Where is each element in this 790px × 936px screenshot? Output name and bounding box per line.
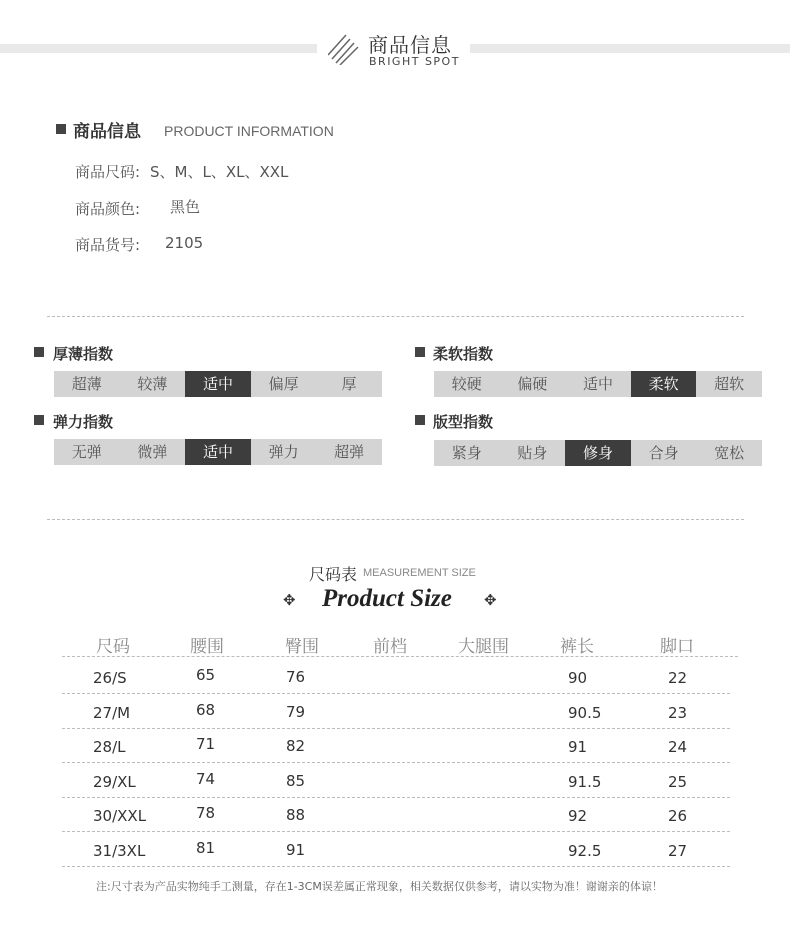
thickness-option: 偏厚 (268, 375, 299, 393)
table-cell: 92 (568, 807, 588, 825)
table-cell: 25 (668, 772, 688, 791)
thickness-option: 厚 (341, 375, 357, 393)
info-title: 商品信息 (73, 122, 141, 142)
table-cell: 74 (196, 769, 216, 788)
sku-value: 2105 (165, 234, 204, 252)
elasticity-square-icon (34, 415, 44, 425)
elasticity-option: 弹力 (268, 443, 299, 461)
table-cell: 90.5 (568, 703, 602, 722)
table-cell: 30/XXL (93, 807, 147, 825)
thickness-scale (54, 371, 382, 397)
thickness-option: 超薄 (71, 375, 102, 393)
softness-square-icon (415, 347, 425, 357)
table-cell: 91 (286, 840, 306, 859)
thickness-square-icon (34, 347, 44, 357)
table-header-line (62, 656, 738, 657)
table-cell: 23 (668, 703, 688, 722)
elasticity-option: 适中 (185, 439, 251, 465)
softness-option: 偏硬 (517, 375, 548, 393)
softness-option: 超软 (714, 375, 745, 393)
elasticity-title: 弹力指数 (53, 413, 114, 431)
header-bar-left (0, 44, 317, 53)
table-row-line (62, 693, 730, 694)
info-title-en: PRODUCT INFORMATION (164, 123, 334, 139)
table-cell: 26 (668, 807, 688, 825)
color-value: 黑色 (170, 198, 201, 216)
table-cell: 28/L (93, 738, 126, 756)
size-table-note: 注:尺寸表为产品实物纯手工测量，存在1-3CM误差属正常现象，相关数据仅供参考，请以实物为准！谢谢亲的体谅！ (96, 880, 663, 893)
fit-option: 合身 (648, 444, 679, 462)
thickness-option: 适中 (185, 371, 251, 397)
table-cell: 78 (196, 804, 216, 822)
divider (47, 519, 744, 520)
table-row-line (62, 797, 730, 798)
softness-title: 柔软指数 (433, 345, 494, 363)
fit-option: 紧身 (451, 444, 482, 462)
table-cell: 29/XL (93, 772, 136, 791)
size-label: 商品尺码: (75, 163, 141, 181)
color-label: 商品颜色: (75, 200, 141, 218)
table-cell: 24 (668, 738, 688, 756)
table-cell: 26/S (93, 669, 127, 687)
table-cell: 91.5 (568, 772, 602, 791)
table-header-cell: 腰围 (190, 637, 224, 657)
table-cell: 31/3XL (93, 841, 146, 860)
fit-option: 宽松 (714, 444, 745, 462)
sku-label: 商品货号: (75, 236, 141, 254)
table-row-line (62, 831, 730, 832)
table-cell: 91 (568, 738, 588, 756)
info-square-icon (56, 124, 66, 134)
size-table-title-en: MEASUREMENT SIZE (363, 567, 476, 579)
header-bar-right (470, 44, 790, 53)
table-header-cell: 前档 (373, 637, 407, 657)
product-size-script-title: Product Size (322, 585, 452, 612)
header-title: 商品信息 (368, 33, 452, 57)
elasticity-option: 无弹 (71, 443, 102, 461)
softness-scale (434, 371, 762, 397)
fit-title: 版型指数 (433, 413, 494, 431)
elasticity-option: 超弹 (334, 443, 365, 461)
table-cell: 85 (286, 771, 306, 790)
table-cell: 76 (286, 668, 306, 686)
header-subtitle: BRIGHT SPOT (369, 55, 460, 68)
softness-option: 柔软 (631, 371, 697, 397)
fit-option: 贴身 (517, 444, 548, 462)
table-row-line (62, 728, 730, 729)
table-cell: 65 (196, 666, 216, 684)
table-cell: 92.5 (568, 841, 602, 860)
table-header-cell: 尺码 (96, 637, 130, 657)
table-header-cell: 大腿围 (458, 637, 509, 657)
table-cell: 90 (568, 669, 588, 687)
size-table-title: 尺码表 (309, 565, 358, 584)
softness-option: 较硬 (451, 375, 482, 393)
table-cell: 81 (196, 838, 216, 857)
table-row-line (62, 762, 730, 763)
table-cell: 88 (286, 806, 306, 824)
elasticity-scale (54, 439, 382, 465)
elasticity-option: 微弹 (137, 443, 168, 461)
table-header-cell: 裤长 (560, 637, 594, 657)
table-row-line (62, 866, 730, 867)
hatch-icon (328, 33, 360, 65)
fit-scale (434, 440, 762, 466)
divider (47, 316, 744, 317)
softness-option: 适中 (582, 375, 613, 393)
ornament-icon: ✥ (484, 591, 497, 609)
thickness-option: 较薄 (137, 375, 168, 393)
table-cell: 71 (196, 735, 216, 753)
table-cell: 27 (668, 841, 688, 860)
fit-square-icon (415, 415, 425, 425)
table-cell: 22 (668, 669, 688, 687)
ornament-icon: ✥ (283, 591, 296, 609)
table-cell: 68 (196, 700, 216, 719)
fit-option: 修身 (565, 440, 631, 466)
table-header-cell: 臀围 (285, 637, 319, 657)
size-value: S、M、L、XL、XXL (150, 163, 289, 181)
table-cell: 79 (286, 702, 306, 721)
table-cell: 27/M (93, 703, 131, 722)
table-header-cell: 脚口 (660, 637, 694, 657)
thickness-title: 厚薄指数 (53, 345, 114, 363)
table-cell: 82 (286, 737, 306, 755)
